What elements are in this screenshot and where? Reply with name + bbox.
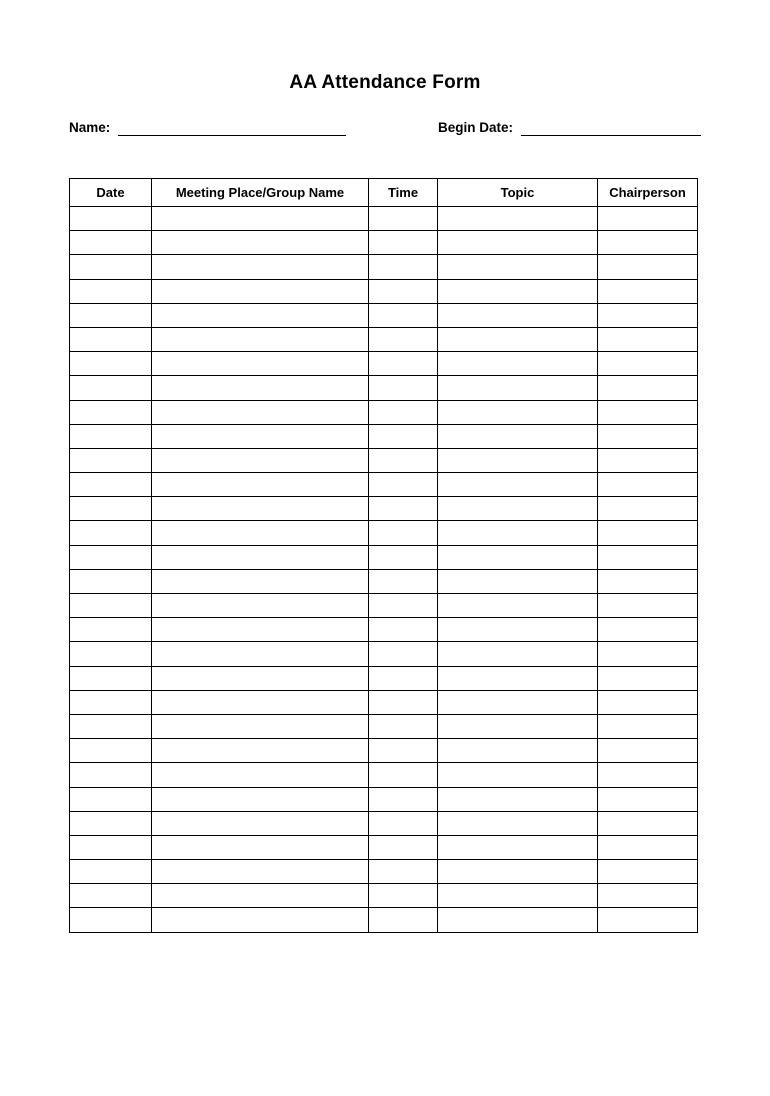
table-row <box>70 690 698 714</box>
table-cell[interactable] <box>369 594 438 618</box>
table-cell[interactable] <box>369 642 438 666</box>
table-cell[interactable] <box>598 739 698 763</box>
table-cell[interactable] <box>369 303 438 327</box>
table-cell[interactable] <box>369 497 438 521</box>
table-cell[interactable] <box>70 207 152 231</box>
table-cell[interactable] <box>152 763 369 787</box>
table-cell[interactable] <box>152 255 369 279</box>
table-cell[interactable] <box>70 618 152 642</box>
table-row <box>70 473 698 497</box>
table-cell[interactable] <box>438 860 598 884</box>
table-cell[interactable] <box>598 279 698 303</box>
table-header-row <box>70 179 698 207</box>
table-cell[interactable] <box>438 424 598 448</box>
table-row <box>70 811 698 835</box>
table-cell[interactable] <box>70 327 152 351</box>
table-cell[interactable] <box>152 884 369 908</box>
table-row <box>70 618 698 642</box>
table-cell[interactable] <box>438 303 598 327</box>
table-cell[interactable] <box>152 279 369 303</box>
table-cell[interactable] <box>369 545 438 569</box>
table-cell[interactable] <box>598 255 698 279</box>
table-cell[interactable] <box>369 714 438 738</box>
table-cell[interactable] <box>369 352 438 376</box>
table-cell[interactable] <box>438 690 598 714</box>
table-cell[interactable] <box>598 352 698 376</box>
table-cell[interactable] <box>598 448 698 472</box>
table-cell[interactable] <box>369 739 438 763</box>
table-cell[interactable] <box>598 231 698 255</box>
table-cell[interactable] <box>369 473 438 497</box>
table-cell[interactable] <box>438 763 598 787</box>
table-cell[interactable] <box>438 835 598 859</box>
table-cell[interactable] <box>369 908 438 932</box>
table-cell[interactable] <box>438 279 598 303</box>
table-cell[interactable] <box>70 835 152 859</box>
table-cell[interactable] <box>438 787 598 811</box>
table-cell[interactable] <box>70 594 152 618</box>
table-cell[interactable] <box>369 207 438 231</box>
table-cell[interactable] <box>369 231 438 255</box>
table-row <box>70 400 698 424</box>
table-cell[interactable] <box>152 594 369 618</box>
table-cell[interactable] <box>369 424 438 448</box>
table-cell[interactable] <box>152 666 369 690</box>
table-cell[interactable] <box>598 835 698 859</box>
table-cell[interactable] <box>369 327 438 351</box>
table-cell[interactable] <box>438 594 598 618</box>
table-cell[interactable] <box>369 763 438 787</box>
table-row <box>70 908 698 932</box>
page-title: AA Attendance Form <box>289 72 481 93</box>
table-cell[interactable] <box>152 714 369 738</box>
table-row <box>70 545 698 569</box>
column-header-time: Time <box>369 179 438 207</box>
table-cell[interactable] <box>369 666 438 690</box>
table-cell[interactable] <box>152 908 369 932</box>
table-cell[interactable] <box>369 811 438 835</box>
table-cell[interactable] <box>598 690 698 714</box>
table-row <box>70 352 698 376</box>
table-cell[interactable] <box>438 327 598 351</box>
table-cell[interactable] <box>598 618 698 642</box>
table-cell[interactable] <box>70 521 152 545</box>
column-header-chairperson: Chairperson <box>598 179 698 207</box>
table-cell[interactable] <box>152 448 369 472</box>
table-cell[interactable] <box>152 618 369 642</box>
table-row <box>70 763 698 787</box>
table-cell[interactable] <box>598 714 698 738</box>
table-row <box>70 860 698 884</box>
table-row <box>70 521 698 545</box>
table-cell[interactable] <box>70 690 152 714</box>
attendance-table <box>69 178 698 933</box>
table-cell[interactable] <box>598 376 698 400</box>
table-cell[interactable] <box>598 303 698 327</box>
table-cell[interactable] <box>152 473 369 497</box>
table-cell[interactable] <box>598 521 698 545</box>
table-cell[interactable] <box>70 279 152 303</box>
table-cell[interactable] <box>70 569 152 593</box>
table-cell[interactable] <box>438 207 598 231</box>
table-cell[interactable] <box>369 787 438 811</box>
table-cell[interactable] <box>369 255 438 279</box>
table-cell[interactable] <box>369 376 438 400</box>
table-cell[interactable] <box>438 811 598 835</box>
table-row <box>70 569 698 593</box>
table-cell[interactable] <box>438 497 598 521</box>
table-cell[interactable] <box>598 327 698 351</box>
table-cell[interactable] <box>152 352 369 376</box>
table-body <box>70 207 698 933</box>
table-cell[interactable] <box>70 424 152 448</box>
table-cell[interactable] <box>598 207 698 231</box>
table-row <box>70 884 698 908</box>
table-row <box>70 666 698 690</box>
table-cell[interactable] <box>598 569 698 593</box>
table-row <box>70 255 698 279</box>
table-cell[interactable] <box>369 618 438 642</box>
table-cell[interactable] <box>598 811 698 835</box>
table-row <box>70 376 698 400</box>
table-cell[interactable] <box>598 642 698 666</box>
table-cell[interactable] <box>70 763 152 787</box>
table-cell[interactable] <box>438 255 598 279</box>
table-cell[interactable] <box>438 569 598 593</box>
table-cell[interactable] <box>152 739 369 763</box>
table-cell[interactable] <box>70 739 152 763</box>
table-cell[interactable] <box>70 231 152 255</box>
column-header-date: Date <box>70 179 152 207</box>
table-cell[interactable] <box>438 908 598 932</box>
table-cell[interactable] <box>598 400 698 424</box>
name-input-line[interactable] <box>118 121 346 136</box>
table-cell[interactable] <box>70 642 152 666</box>
table-cell[interactable] <box>70 448 152 472</box>
table-cell[interactable] <box>70 473 152 497</box>
table-cell[interactable] <box>598 497 698 521</box>
form-meta-row <box>0 120 770 136</box>
table-cell[interactable] <box>438 739 598 763</box>
begin-date-input-line[interactable] <box>521 121 701 136</box>
table-row <box>70 497 698 521</box>
table-cell[interactable] <box>438 231 598 255</box>
table-cell[interactable] <box>369 448 438 472</box>
table-row <box>70 787 698 811</box>
table-cell[interactable] <box>369 884 438 908</box>
table-cell[interactable] <box>152 400 369 424</box>
table-row <box>70 594 698 618</box>
table-cell[interactable] <box>70 884 152 908</box>
table-cell[interactable] <box>438 376 598 400</box>
table-row <box>70 642 698 666</box>
table-cell[interactable] <box>438 352 598 376</box>
table-cell[interactable] <box>369 279 438 303</box>
table-cell[interactable] <box>438 473 598 497</box>
table-cell[interactable] <box>70 787 152 811</box>
table-cell[interactable] <box>152 860 369 884</box>
table-cell[interactable] <box>70 303 152 327</box>
table-cell[interactable] <box>438 884 598 908</box>
table-cell[interactable] <box>70 714 152 738</box>
table-row <box>70 739 698 763</box>
table-cell[interactable] <box>152 545 369 569</box>
table-cell[interactable] <box>70 255 152 279</box>
table-cell[interactable] <box>70 666 152 690</box>
table-cell[interactable] <box>369 860 438 884</box>
table-cell[interactable] <box>152 787 369 811</box>
table-cell[interactable] <box>152 497 369 521</box>
table-cell[interactable] <box>438 642 598 666</box>
table-cell[interactable] <box>598 594 698 618</box>
table-cell[interactable] <box>438 400 598 424</box>
table-cell[interactable] <box>152 424 369 448</box>
table-row <box>70 327 698 351</box>
table-cell[interactable] <box>598 884 698 908</box>
table-cell[interactable] <box>438 666 598 690</box>
table-row <box>70 231 698 255</box>
table-cell[interactable] <box>598 424 698 448</box>
table-cell[interactable] <box>152 811 369 835</box>
table-cell[interactable] <box>152 376 369 400</box>
table-cell[interactable] <box>369 690 438 714</box>
table-cell[interactable] <box>152 327 369 351</box>
document-page <box>0 72 770 1096</box>
table-cell[interactable] <box>70 811 152 835</box>
table-cell[interactable] <box>369 521 438 545</box>
name-label: Name: <box>69 120 111 135</box>
begin-date-field[interactable] <box>438 120 701 136</box>
table-row <box>70 835 698 859</box>
table-cell[interactable] <box>152 642 369 666</box>
table-cell[interactable] <box>598 908 698 932</box>
table-cell[interactable] <box>369 569 438 593</box>
table-cell[interactable] <box>70 545 152 569</box>
table-cell[interactable] <box>598 545 698 569</box>
table-cell[interactable] <box>598 860 698 884</box>
begin-date-label: Begin Date: <box>437 120 513 135</box>
name-field[interactable] <box>69 120 399 136</box>
table-cell[interactable] <box>70 908 152 932</box>
table-cell[interactable] <box>438 521 598 545</box>
table-header <box>70 179 698 207</box>
table-cell[interactable] <box>598 787 698 811</box>
table-cell[interactable] <box>152 231 369 255</box>
table-cell[interactable] <box>598 763 698 787</box>
table-cell[interactable] <box>70 352 152 376</box>
table-cell[interactable] <box>70 497 152 521</box>
table-cell[interactable] <box>152 303 369 327</box>
table-row <box>70 207 698 231</box>
table-row <box>70 714 698 738</box>
table-row <box>70 424 698 448</box>
table-cell[interactable] <box>598 473 698 497</box>
table-cell[interactable] <box>152 569 369 593</box>
table-cell[interactable] <box>438 714 598 738</box>
table-cell[interactable] <box>369 835 438 859</box>
table-cell[interactable] <box>598 666 698 690</box>
table-cell[interactable] <box>152 835 369 859</box>
table-cell[interactable] <box>152 690 369 714</box>
table-cell[interactable] <box>369 400 438 424</box>
column-header-topic: Topic <box>438 179 598 207</box>
table-cell[interactable] <box>438 545 598 569</box>
table-row <box>70 448 698 472</box>
column-header-meeting-place: Meeting Place/Group Name <box>152 179 369 207</box>
table-cell[interactable] <box>152 207 369 231</box>
table-cell[interactable] <box>438 448 598 472</box>
table-cell[interactable] <box>152 521 369 545</box>
table-cell[interactable] <box>70 376 152 400</box>
table-row <box>70 279 698 303</box>
table-row <box>70 303 698 327</box>
table-cell[interactable] <box>70 400 152 424</box>
table-cell[interactable] <box>70 860 152 884</box>
table-cell[interactable] <box>438 618 598 642</box>
